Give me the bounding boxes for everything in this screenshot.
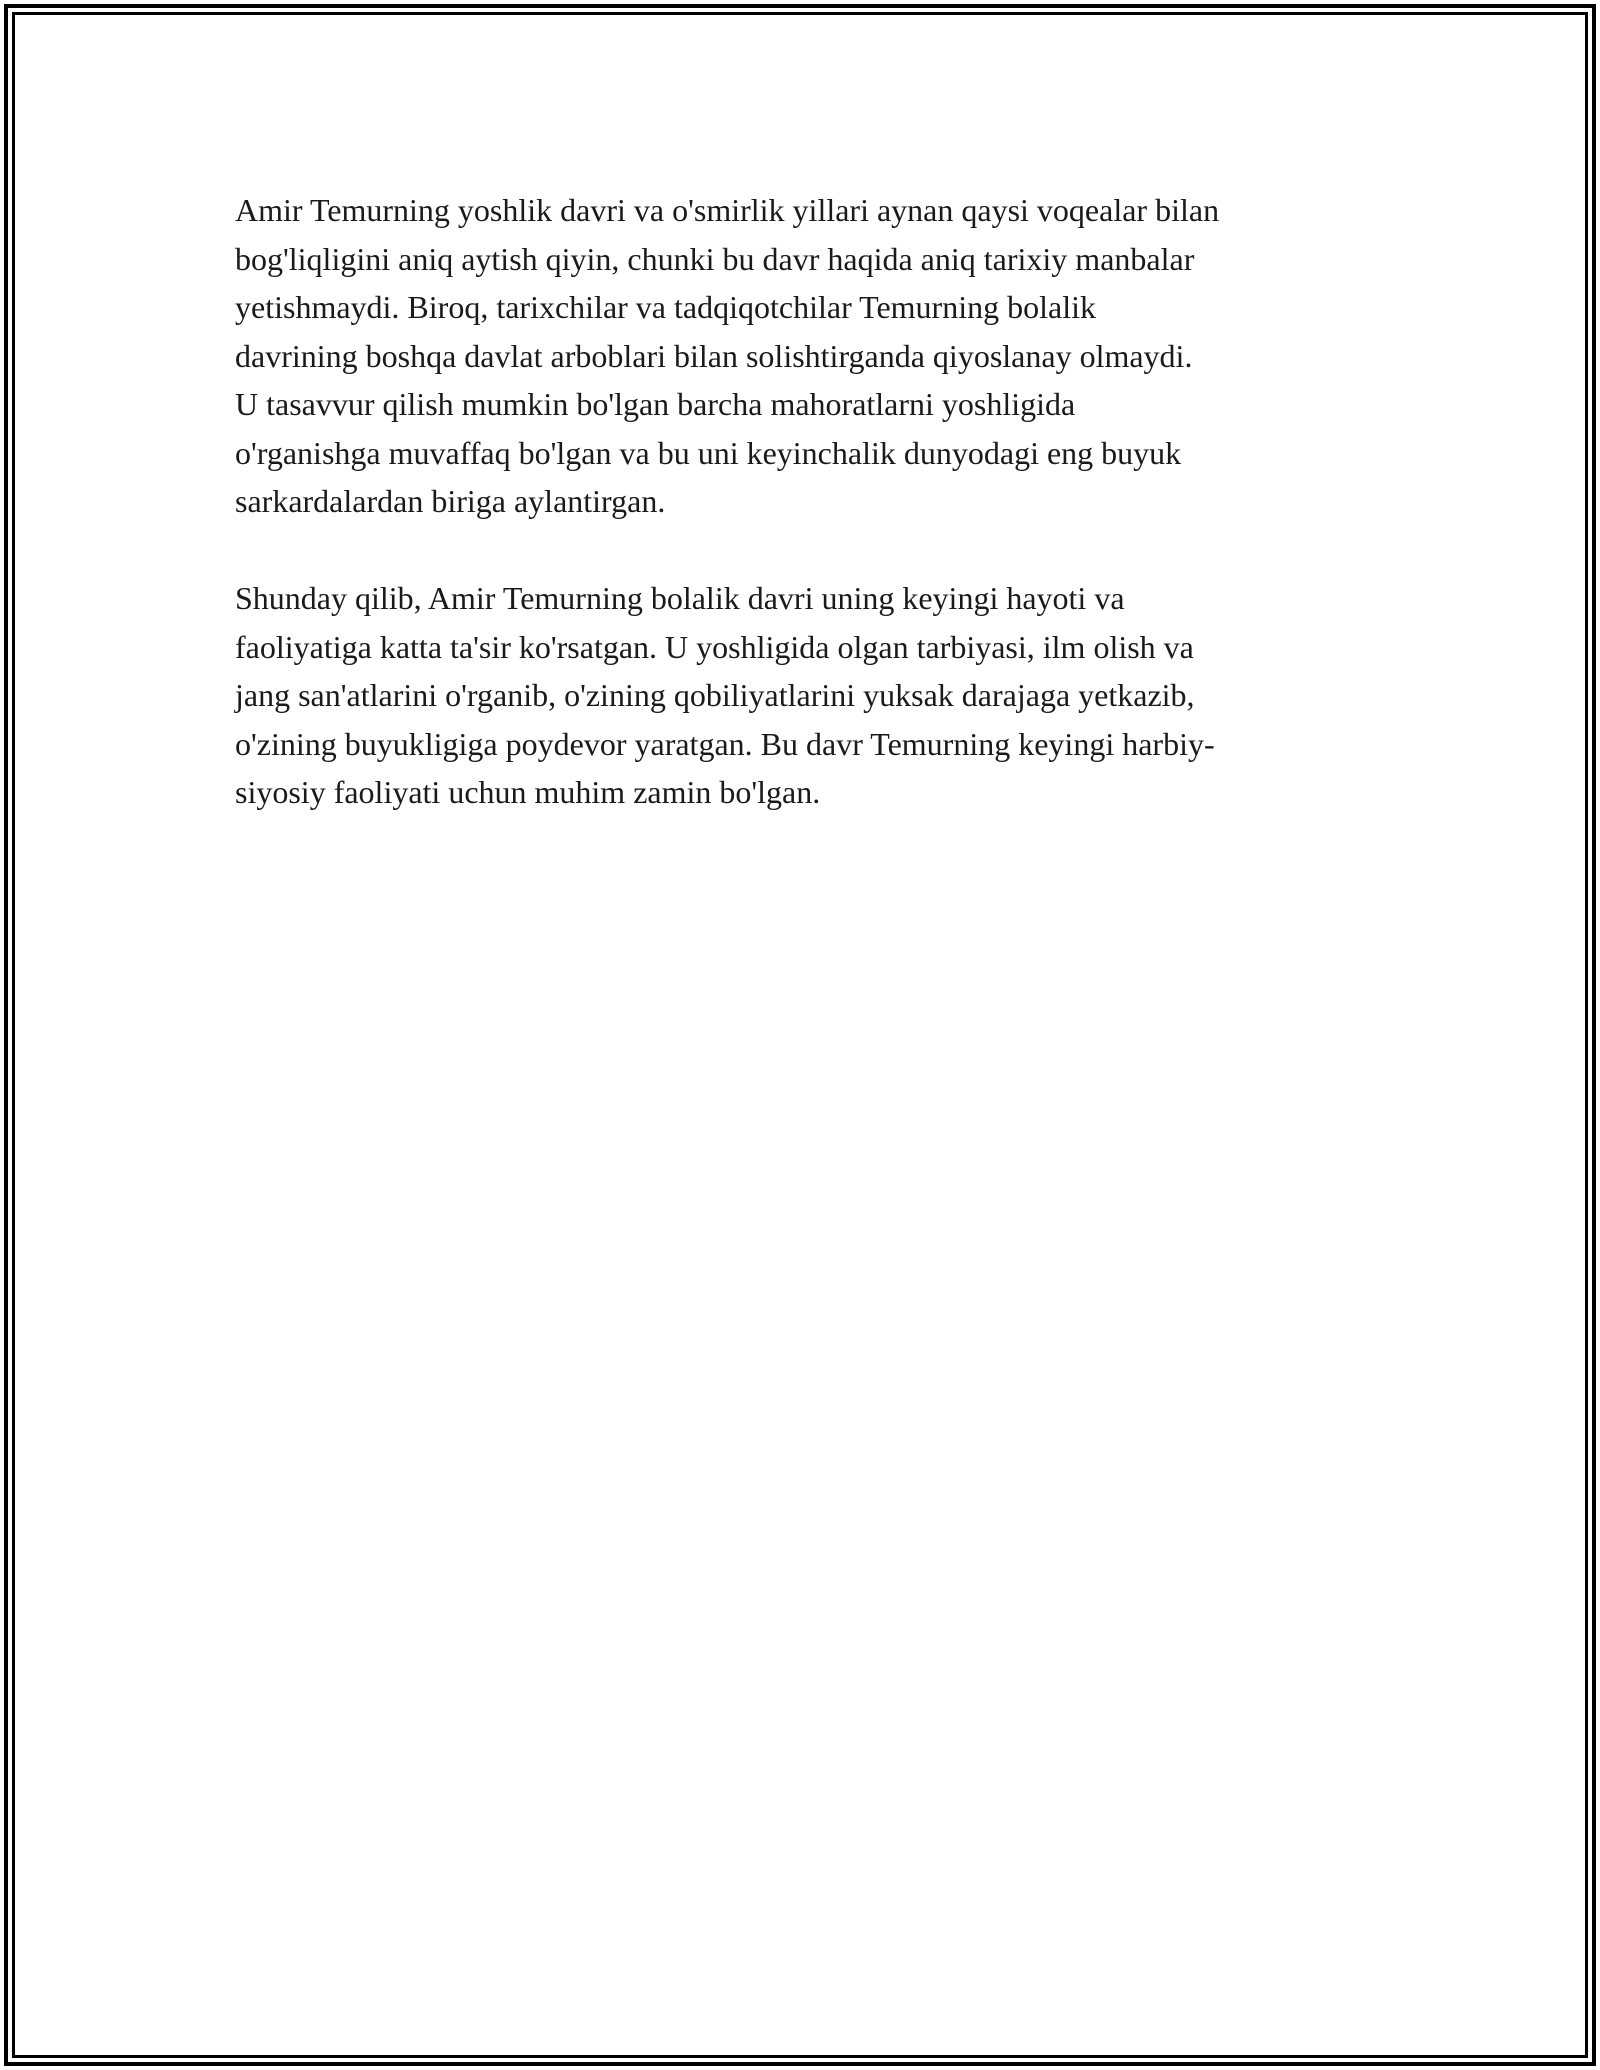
text-line: o'zining buyukligiga poydevor yaratgan. Bu davr Temurning keyingi harbiy- xyxy=(235,725,1215,762)
text-line: sarkardalardan biriga aylantirgan. xyxy=(235,483,666,519)
document-body xyxy=(235,186,1375,865)
text-line: siyosiy faoliyati uchun muhim zamin bo'lgan. xyxy=(235,774,821,810)
text-line: davrining boshqa davlat arboblari bilan solishtirganda qiyoslanay olmaydi. xyxy=(235,337,1193,374)
text-line: o'rganishga muvaffaq bo'lgan va bu uni keyinchalik dunyodagi eng buyuk xyxy=(235,434,1182,471)
text-line: Shunday qilib, Amir Temurning bolalik davri uning keyingi hayoti va xyxy=(235,580,1125,616)
text-line: faoliyatiga katta ta'sir ko'rsatgan. U yoshligida olgan tarbiyasi, ilm olish va xyxy=(235,628,1194,665)
paragraph-2 xyxy=(235,574,1375,817)
text-line: yetishmaydi. Biroq, tarixchilar va tadqiqotchilar Temurning bolalik xyxy=(235,289,1096,325)
text-line: bog'liqligini aniq aytish qiyin, chunki bu davr haqida aniq tarixiy manbalar xyxy=(235,240,1195,277)
paragraph-1 xyxy=(235,186,1375,526)
text-line: U tasavvur qilish mumkin bo'lgan barcha mahoratlarni yoshligida xyxy=(235,386,1076,422)
text-line: Amir Temurning yoshlik davri va o'smirlik yillari aynan qaysi voqealar bilan xyxy=(235,192,1220,228)
text-line: jang san'atlarini o'rganib, o'zining qobiliyatlarini yuksak darajaga yetkazib, xyxy=(235,677,1195,713)
